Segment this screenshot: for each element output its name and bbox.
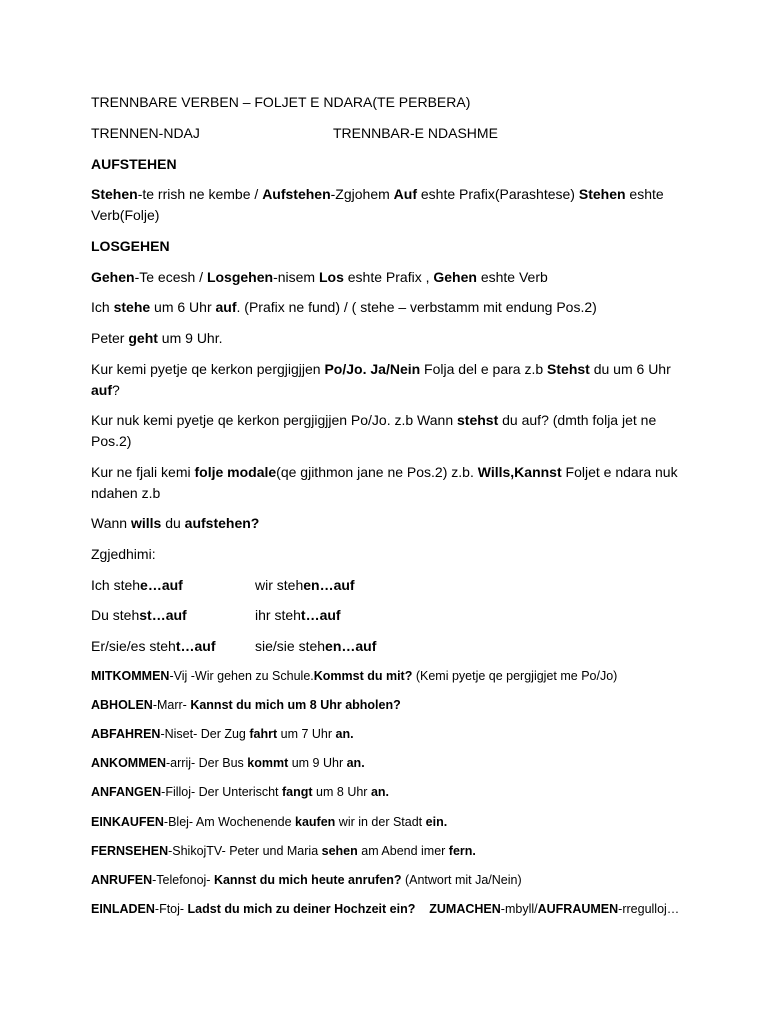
rule-yes-no-question: Kur kemi pyetje qe kerkon pergjigjjen Po/Jo. Ja/Nein Folja del e para z.b Stehst du um 6 Uhr — [91, 361, 671, 377]
conjugation-row: Ich stehe…auf — [91, 577, 183, 593]
conjugation-row: wir stehen…auf — [255, 577, 355, 593]
paragraph-stehen: Stehen-te rrish ne kembe / Aufstehen-Zgjohem Auf eshte Prafix(Parashtese) Stehen eshte — [91, 186, 664, 202]
rule-modal-verbs-cont: ndahen z.b — [91, 485, 161, 501]
verb-entry-abholen: ABHOLEN-Marr- Kannst du mich um 8 Uhr abholen? — [91, 698, 401, 712]
heading-aufstehen: AUFSTEHEN — [91, 156, 177, 172]
paragraph-gehen: Gehen-Te ecesh / Losgehen-nisem Los eshte Prafix , Gehen eshte Verb — [91, 269, 548, 285]
verb-entry-abfahren: ABFAHREN-Niset- Der Zug fahrt um 7 Uhr an. — [91, 727, 354, 741]
verb-entry-fernsehen: FERNSEHEN-ShikojTV- Peter und Maria sehen am Abend imer fern. — [91, 844, 476, 858]
verb-entry-mitkommen: MITKOMMEN-Vij -Wir gehen zu Schule.Kommst du mit? (Kemi pyetje qe pergjigjet me Po/Jo) — [91, 669, 618, 683]
conjugation-heading: Zgjedhimi: — [91, 546, 156, 562]
doc-title: TRENNBARE VERBEN – FOLJET E NDARA(TE PERBERA) — [91, 94, 471, 110]
conjugation-row: ihr steht…auf — [255, 607, 341, 623]
verb-entry-anrufen: ANRUFEN-Telefonoj- Kannst du mich heute anrufen? (Antwort mit Ja/Nein) — [91, 873, 522, 887]
heading-losgehen: LOSGEHEN — [91, 238, 170, 254]
column-heading-left: TRENNEN-NDAJ — [91, 125, 200, 141]
rule-modal-verbs: Kur ne fjali kemi folje modale(qe gjithmon jane ne Pos.2) z.b. Wills,Kannst Foljet e ndara nuk — [91, 464, 678, 480]
column-heading-right: TRENNBAR-E NDASHME — [333, 125, 498, 141]
rule-yes-no-question-cont: auf? — [91, 382, 120, 398]
conjugation-row: Du stehst…auf — [91, 607, 187, 623]
conjugation-row: sie/sie stehen…auf — [255, 638, 377, 654]
verb-entry-ankommen: ANKOMMEN-arrij- Der Bus kommt um 9 Uhr an. — [91, 756, 365, 770]
verb-entry-einkaufen: EINKAUFEN-Blej- Am Wochenende kaufen wir in der Stadt ein. — [91, 815, 448, 829]
rule-w-question-cont: Pos.2) — [91, 433, 132, 449]
verb-entry-einladen: EINLADEN-Ftoj- Ladst du mich zu deiner Hochzeit ein? ZUMACHEN-mbyll/AUFRAUMEN-rregulloj… — [91, 902, 680, 916]
example-wann-wills: Wann wills du aufstehen? — [91, 515, 260, 531]
rule-w-question: Kur nuk kemi pyetje qe kerkon pergjigjjen Po/Jo. z.b Wann stehst du auf? (dmth folja jet ne — [91, 412, 657, 428]
conjugation-row: Er/sie/es steht…auf — [91, 638, 216, 654]
verb-entry-anfangen: ANFANGEN-Filloj- Der Unterischt fangt um 8 Uhr an. — [91, 785, 389, 799]
example-ich-stehe: Ich stehe um 6 Uhr auf. (Prafix ne fund) / ( stehe – verbstamm mit endung Pos.2) — [91, 299, 597, 315]
example-peter-geht: Peter geht um 9 Uhr. — [91, 330, 223, 346]
paragraph-stehen-cont: Verb(Folje) — [91, 207, 160, 223]
